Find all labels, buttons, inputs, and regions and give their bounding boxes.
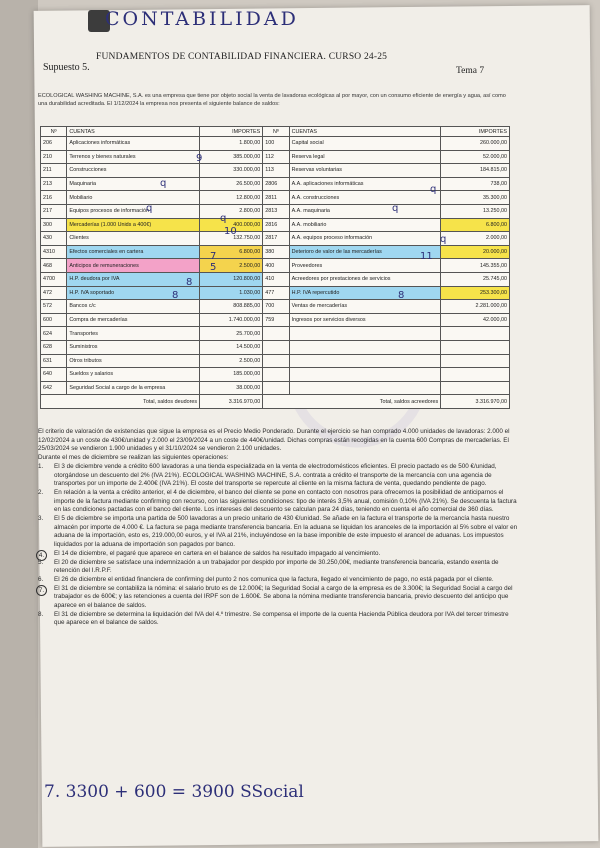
table-cell: 2806 (263, 177, 289, 191)
table-row (41, 354, 510, 368)
table-cell: 1.030,00 (200, 286, 263, 300)
table-cell (441, 340, 510, 354)
handwritten-mark: 7 (210, 251, 217, 262)
table-cell: 1.800,00 (200, 137, 263, 151)
operation-text: El 26 de diciembre el entidad financiera de confirming del punto 2 nos comunica que la factura, llegado el vencimiento de pago, no está pagada por el cliente. (54, 575, 494, 583)
table-cell: Terrenos y bienes naturales (67, 150, 200, 164)
table-cell: Mercaderías (1.000 Unids a 400€) (67, 218, 200, 232)
table-cell (441, 368, 510, 382)
table-cell: Seguridad Social a cargo de la empresa (67, 381, 200, 395)
table-row (41, 150, 510, 164)
table-cell: 253.300,00 (441, 286, 510, 300)
table-cell: 300 (41, 218, 67, 232)
table-row (41, 368, 510, 382)
handwritten-mark: 8 (398, 290, 405, 301)
table-cell: 132.750,00 (200, 232, 263, 246)
table-cell: 385.000,00 (200, 150, 263, 164)
table-cell: Sueldos y salarios (67, 368, 200, 382)
table-cell: 628 (41, 340, 67, 354)
table-cell: 211 (41, 164, 67, 178)
table-cell: 26.500,00 (200, 177, 263, 191)
operation-item (38, 559, 518, 576)
table-cell: 2.281.000,00 (441, 300, 510, 314)
total-left-value: 3.316.970,00 (200, 395, 263, 409)
table-cell: Capital social (289, 137, 441, 151)
table-cell: Efectos comerciales en cartera (67, 245, 200, 259)
table-cell (263, 354, 289, 368)
operation-number: 4. (36, 550, 47, 561)
table-cell: 52.000,00 (441, 150, 510, 164)
table-cell: Ventas de mercaderías (289, 300, 441, 314)
operation-text: El 5 de diciembre se importa una partida de 500 lavadoras a un precio unitario de 430 €/unidad. Se añade en la factura el transporte de la mercancía hasta nuestro almacén por importe de 4.000 €. La factura se paga mediante transferencia bancaria. En la aduana se liquidan los aranceles de la importación al 5% sobre el valor en aduana de la importación, esto es, 219.000,00 euros, y el IVA al 21%, incluyéndose en la base imponible de este impuesto el arancel de aduanas. Los impuestos liquidados por la aduana de importación son pagados por banco. (54, 515, 518, 549)
operation-item (38, 463, 518, 489)
table-cell: 206 (41, 137, 67, 151)
operation-text: El 31 de diciembre se contabiliza la nómina: el salario bruto es de 12.000€; la Seguridad Social a cargo de la empresa es de 3.300€; la Seguridad Social a cargo del trabajador es de 600€; y las retenciones a cuenta del IRPF son de 1.600€. Se abona la nómina mediante transferencia bancaria, previo descuento del anticipo que aparece en el balance de saldos. (54, 584, 513, 610)
table-cell (441, 327, 510, 341)
valuation-criteria: El criterio de valoración de existencias que sigue la empresa es el Precio Medio Ponderado. Durante el ejercicio se han comprado 4.000 unidades de lavadoras: 2.000 el 12/02/2024 a un coste de 430€/unidad y 2.000 el 23/09/2024 a un coste de 440€/unidad. Dichas compras están recogidas en la cuenta 600 Compras de mercaderías. El 25/03/2024 se vendieron 1.900 unidades y el 31/10/2024 se vendieron 2.100 unidades. (38, 428, 510, 453)
table-cell (289, 381, 441, 395)
table-cell: 738,00 (441, 177, 510, 191)
table-cell: Construcciones (67, 164, 200, 178)
handwritten-mark: q (160, 178, 167, 189)
table-cell: 600 (41, 313, 67, 327)
handwritten-note: 7. 3300 + 600 = 3900 SSocial (44, 782, 304, 802)
table-cell: Aplicaciones informáticas (67, 137, 200, 151)
table-cell (263, 340, 289, 354)
table-cell: Reserva legal (289, 150, 441, 164)
operation-item (38, 550, 518, 559)
header-cell: IMPORTES (200, 127, 263, 137)
table-cell: Suministros (67, 340, 200, 354)
table-cell (289, 327, 441, 341)
table-cell: 631 (41, 354, 67, 368)
operation-text: En relación a la venta a crédito anterior, el 4 de diciembre, el banco del cliente se pone en contacto con nosotros para ofrecernos la posibilidad de anticiparnos el importe de la factura mediante confirming con recurso, con las siguientes condiciones: tipo de interés 3,5% anual, comisión 0,10% (IVA 21%). Se descuenta la factura en las condiciones pactadas con el banco del cliente. Los intereses del descuento se calculan para 24 días, teniendo en cuenta el año comercial de 360 días. (54, 488, 517, 514)
table-cell: 1.740.000,00 (200, 313, 263, 327)
handwritten-mark: 10 (224, 226, 237, 237)
handwritten-mark: q (440, 234, 447, 245)
operation-item (38, 585, 518, 611)
intro-paragraph: ECOLOGICAL WASHING MACHINE, S.A. es una empresa que tiene por objeto social la venta de lavadoras ecológicas al por mayor, con un consumo eficiente de energía y agua, así como una durabilidad acreditada. El 1/12/2024 la empresa nos presenta el siguiente balance de saldos: (38, 93, 506, 107)
operation-text: El 14 de diciembre, el pagaré que aparece en cartera en el balance de saldos ha resultado impagado al vencimiento. (54, 549, 381, 557)
table-cell: 410 (263, 272, 289, 286)
statement-body (38, 428, 518, 628)
table-cell: 468 (41, 259, 67, 273)
table-cell: 6.800,00 (200, 245, 263, 259)
operation-number: 6. (38, 575, 44, 583)
table-row (41, 327, 510, 341)
handwritten-mark: q (430, 184, 437, 195)
table-cell: 6.800,00 (441, 218, 510, 232)
header-cell: IMPORTES (441, 127, 510, 137)
table-cell: 2.800,00 (200, 204, 263, 218)
table-cell: H.P. deudora por IVA (67, 272, 200, 286)
table-row (41, 259, 510, 273)
table-cell (289, 354, 441, 368)
table-cell: Mobiliario (67, 191, 200, 205)
handwritten-title: CONTABILIDAD (105, 8, 299, 30)
table-cell: Reservas voluntarias (289, 164, 441, 178)
total-right-value: 3.316.970,00 (441, 395, 510, 409)
table-cell: A.A. aplicaciones informáticas (289, 177, 441, 191)
operation-number: 3. (38, 515, 44, 523)
table-cell: 400 (263, 259, 289, 273)
table-cell: 35.300,00 (441, 191, 510, 205)
handwritten-mark: 9 (196, 153, 203, 164)
table-cell: 20.000,00 (441, 245, 510, 259)
table-cell: 145.355,00 (441, 259, 510, 273)
operation-text: El 31 de diciembre se determina la liquidación del IVA del 4.º trimestre. Se compensa el importe de la cuenta Hacienda Pública deudora por IVA del tercer trimestre que aparece en el balance de saldos. (54, 610, 509, 627)
table-cell (441, 381, 510, 395)
table-cell: 38.000,00 (200, 381, 263, 395)
table-cell: 472 (41, 286, 67, 300)
table-cell: 477 (263, 286, 289, 300)
handwritten-mark: 5 (210, 262, 217, 273)
table-cell: 42.000,00 (441, 313, 510, 327)
table-cell: 260.000,00 (441, 137, 510, 151)
background-edge (0, 0, 38, 848)
table-cell: 217 (41, 204, 67, 218)
document-title: FUNDAMENTOS DE CONTABILIDAD FINANCIERA. CURSO 24-25 (96, 52, 388, 62)
table-header-row (41, 127, 510, 137)
table-cell: H.P. IVA repercutido (289, 286, 441, 300)
table-cell: 624 (41, 327, 67, 341)
table-cell: 808.885,00 (200, 300, 263, 314)
table-cell: Bancos c/c (67, 300, 200, 314)
operation-number: 5. (38, 558, 44, 566)
table-cell: 400.000,00 (200, 218, 263, 232)
operation-number: 2. (38, 488, 44, 496)
table-cell (263, 327, 289, 341)
table-cell: 380 (263, 245, 289, 259)
table-cell: Anticipos de remuneraciones (67, 259, 200, 273)
handwritten-mark: q (392, 203, 399, 214)
table-cell (289, 368, 441, 382)
table-cell: 4700 (41, 272, 67, 286)
table-row (41, 286, 510, 300)
header-cell: CUENTAS (67, 127, 200, 137)
table-cell: 572 (41, 300, 67, 314)
table-cell: 2.000,00 (441, 232, 510, 246)
table-cell: A.A. mobiliario (289, 218, 441, 232)
table-cell: 2816 (263, 218, 289, 232)
table-row (41, 177, 510, 191)
table-cell: 640 (41, 368, 67, 382)
table-cell (263, 381, 289, 395)
table-cell: 13.250,00 (441, 204, 510, 218)
table-cell: 216 (41, 191, 67, 205)
operation-text: El 3 de diciembre vende a crédito 600 lavadoras a una tienda especializada en la venta de electrodomésticos eficientes. El precio pactado es de 500 €/unidad, otorgándose un descuento del 2% (IVA 21%). ECOLOGICAL WASHING MACHINE, S.A. contrata a crédito el transporte de la mercancía con una agencia de transportes por un importe de 2.400€ (IVA 21%). El coste del transporte se repercute al cliente en la misma factura de venta, quedando pendiente de pago. (54, 462, 497, 488)
table-cell: 100 (263, 137, 289, 151)
handwritten-mark: 11 (420, 251, 433, 262)
table-cell: 14.500,00 (200, 340, 263, 354)
operation-text: El 20 de diciembre se satisface una indemnización a un trabajador por despido por importe de 30.250,00€, mediante transferencia bancaria, estando exenta de retención del I.R.P.F. (54, 558, 499, 575)
balance-table (40, 126, 510, 409)
table-cell (263, 368, 289, 382)
table-cell: 25.700,00 (200, 327, 263, 341)
handwritten-mark: 8 (172, 290, 179, 301)
table-row (41, 204, 510, 218)
table-cell: 210 (41, 150, 67, 164)
operations-list (38, 463, 518, 628)
table-cell: 642 (41, 381, 67, 395)
handwritten-mark: q (146, 203, 153, 214)
table-cell: 25.745,00 (441, 272, 510, 286)
table-total-row (41, 395, 510, 409)
operation-number: 8. (38, 610, 44, 618)
table-row (41, 137, 510, 151)
supuesto-label: Supuesto 5. (43, 62, 90, 73)
table-cell: Compra de mercaderías (67, 313, 200, 327)
table-cell: 120.800,00 (200, 272, 263, 286)
table-cell: Maquinaria (67, 177, 200, 191)
tema-label: Tema 7 (456, 66, 485, 76)
total-left-label: Total, saldos deudores (41, 395, 200, 409)
table-row (41, 218, 510, 232)
table-cell: Transportes (67, 327, 200, 341)
operation-item (38, 576, 518, 585)
table-cell: 2.500,00 (200, 354, 263, 368)
table-cell: 185.000,00 (200, 368, 263, 382)
table-row (41, 313, 510, 327)
handwritten-mark: 8 (186, 277, 193, 288)
table-cell: Equipos procesos de información (67, 204, 200, 218)
table-cell: 2813 (263, 204, 289, 218)
table-row (41, 340, 510, 354)
table-cell: H.P. IVA soportado (67, 286, 200, 300)
table-cell: 2811 (263, 191, 289, 205)
table-cell: 330.000,00 (200, 164, 263, 178)
operation-item (38, 489, 518, 515)
operation-item (38, 611, 518, 628)
table-row (41, 245, 510, 259)
table-cell: Clientes (67, 232, 200, 246)
header-cell: Nº (41, 127, 67, 137)
table-cell: Deterioro de valor de las mercaderías (289, 245, 441, 259)
table-cell: Ingresos por servicios diversos (289, 313, 441, 327)
table-row (41, 164, 510, 178)
table-cell: Proveedores (289, 259, 441, 273)
table-cell: 2.500,00 (200, 259, 263, 273)
table-cell: Acreedores por prestaciones de servicios (289, 272, 441, 286)
table-row (41, 191, 510, 205)
table-cell: 213 (41, 177, 67, 191)
table-cell: A.A. construcciones (289, 191, 441, 205)
table-cell (289, 340, 441, 354)
total-right-label: Total, saldos acreedores (263, 395, 441, 409)
operation-item (38, 515, 518, 550)
table-row (41, 300, 510, 314)
table-cell: 113 (263, 164, 289, 178)
header-cell: CUENTAS (289, 127, 441, 137)
operations-intro: Durante el mes de diciembre se realizan las siguientes operaciones: (38, 454, 229, 462)
operation-number: 7. (36, 585, 47, 596)
header-cell: Nº (263, 127, 289, 137)
table-cell: Otros tributos (67, 354, 200, 368)
table-cell: 2817 (263, 232, 289, 246)
table-cell: 430 (41, 232, 67, 246)
table-cell: 12.800,00 (200, 191, 263, 205)
table-row (41, 381, 510, 395)
table-cell: A.A. maquinaria (289, 204, 441, 218)
handwritten-mark: q (220, 213, 227, 224)
table-cell: 759 (263, 313, 289, 327)
table-cell: 184.815,00 (441, 164, 510, 178)
table-row (41, 272, 510, 286)
table-cell (441, 354, 510, 368)
operation-number: 1. (38, 462, 44, 470)
table-cell: 4310 (41, 245, 67, 259)
table-cell: A.A. equipos proceso información (289, 232, 441, 246)
table-cell: 112 (263, 150, 289, 164)
table-cell: 700 (263, 300, 289, 314)
